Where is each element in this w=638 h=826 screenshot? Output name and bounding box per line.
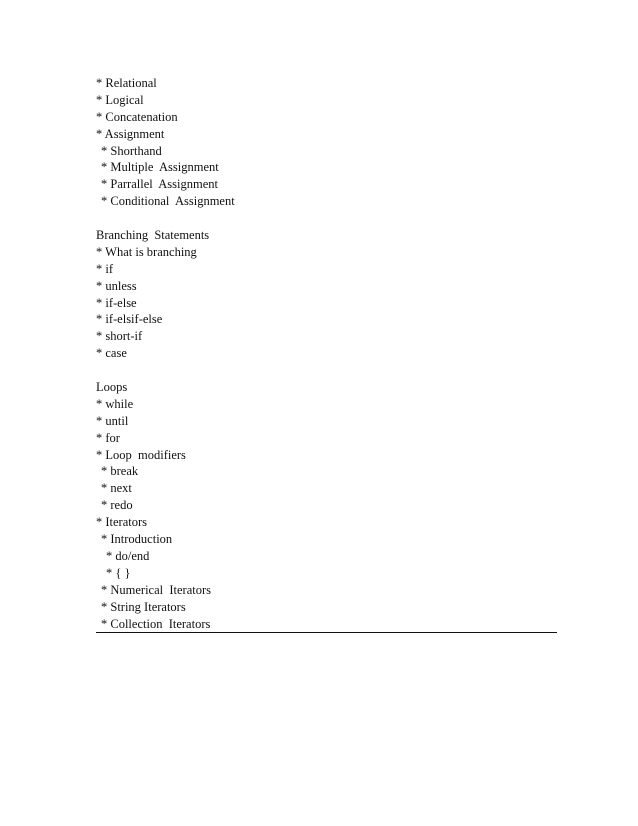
document-page bbox=[96, 75, 557, 632]
operator-item-relational: * Relational bbox=[96, 76, 157, 90]
loops-item-iterators: * Iterators bbox=[96, 515, 148, 530]
branching-item-case: * case bbox=[96, 346, 127, 361]
loops-item-until: * until bbox=[96, 413, 129, 428]
operator-item-concatenation: * Concatenation bbox=[96, 109, 178, 124]
assignment-item-conditional: * Conditional Assignment bbox=[101, 194, 235, 209]
modifier-item-next: * next bbox=[101, 481, 132, 496]
iterator-item-string: * String Iterators bbox=[101, 599, 186, 614]
operator-item-logical: * Logical bbox=[96, 92, 144, 107]
modifier-item-break: * break bbox=[101, 464, 139, 479]
loops-item-modifiers: * Loop modifiers bbox=[96, 447, 186, 462]
iterator-item-collection: * Collection Iterators bbox=[101, 616, 211, 631]
section-spacer bbox=[96, 362, 557, 379]
iterator-item-introduction: * Introduction bbox=[101, 532, 173, 547]
modifier-item-redo: * redo bbox=[101, 498, 133, 513]
loops-heading: Loops bbox=[96, 380, 128, 395]
branching-item-unless: * unless bbox=[96, 278, 137, 293]
branching-item-if-elsif-else: * if-elsif-else bbox=[96, 312, 163, 327]
branching-item-short-if: * short-if bbox=[96, 329, 143, 344]
loops-item-for: * for bbox=[96, 430, 120, 445]
branching-item-if-else: * if-else bbox=[96, 295, 137, 310]
loops-item-while: * while bbox=[96, 396, 134, 411]
intro-item-do-end: * do/end bbox=[106, 548, 150, 563]
branching-item-what-is: * What is branching bbox=[96, 244, 197, 259]
assignment-item-shorthand: * Shorthand bbox=[101, 143, 162, 158]
section-spacer bbox=[96, 210, 557, 227]
assignment-item-parrallel: * Parrallel Assignment bbox=[101, 177, 218, 192]
branching-item-if: * if bbox=[96, 261, 114, 276]
horizontal-rule bbox=[96, 632, 557, 633]
branching-heading: Branching Statements bbox=[96, 228, 210, 243]
intro-item-braces: * { } bbox=[106, 565, 131, 580]
operator-item-assignment: * Assignment bbox=[96, 126, 165, 141]
assignment-item-multiple: * Multiple Assignment bbox=[101, 160, 219, 175]
iterator-item-numerical: * Numerical Iterators bbox=[101, 582, 212, 597]
